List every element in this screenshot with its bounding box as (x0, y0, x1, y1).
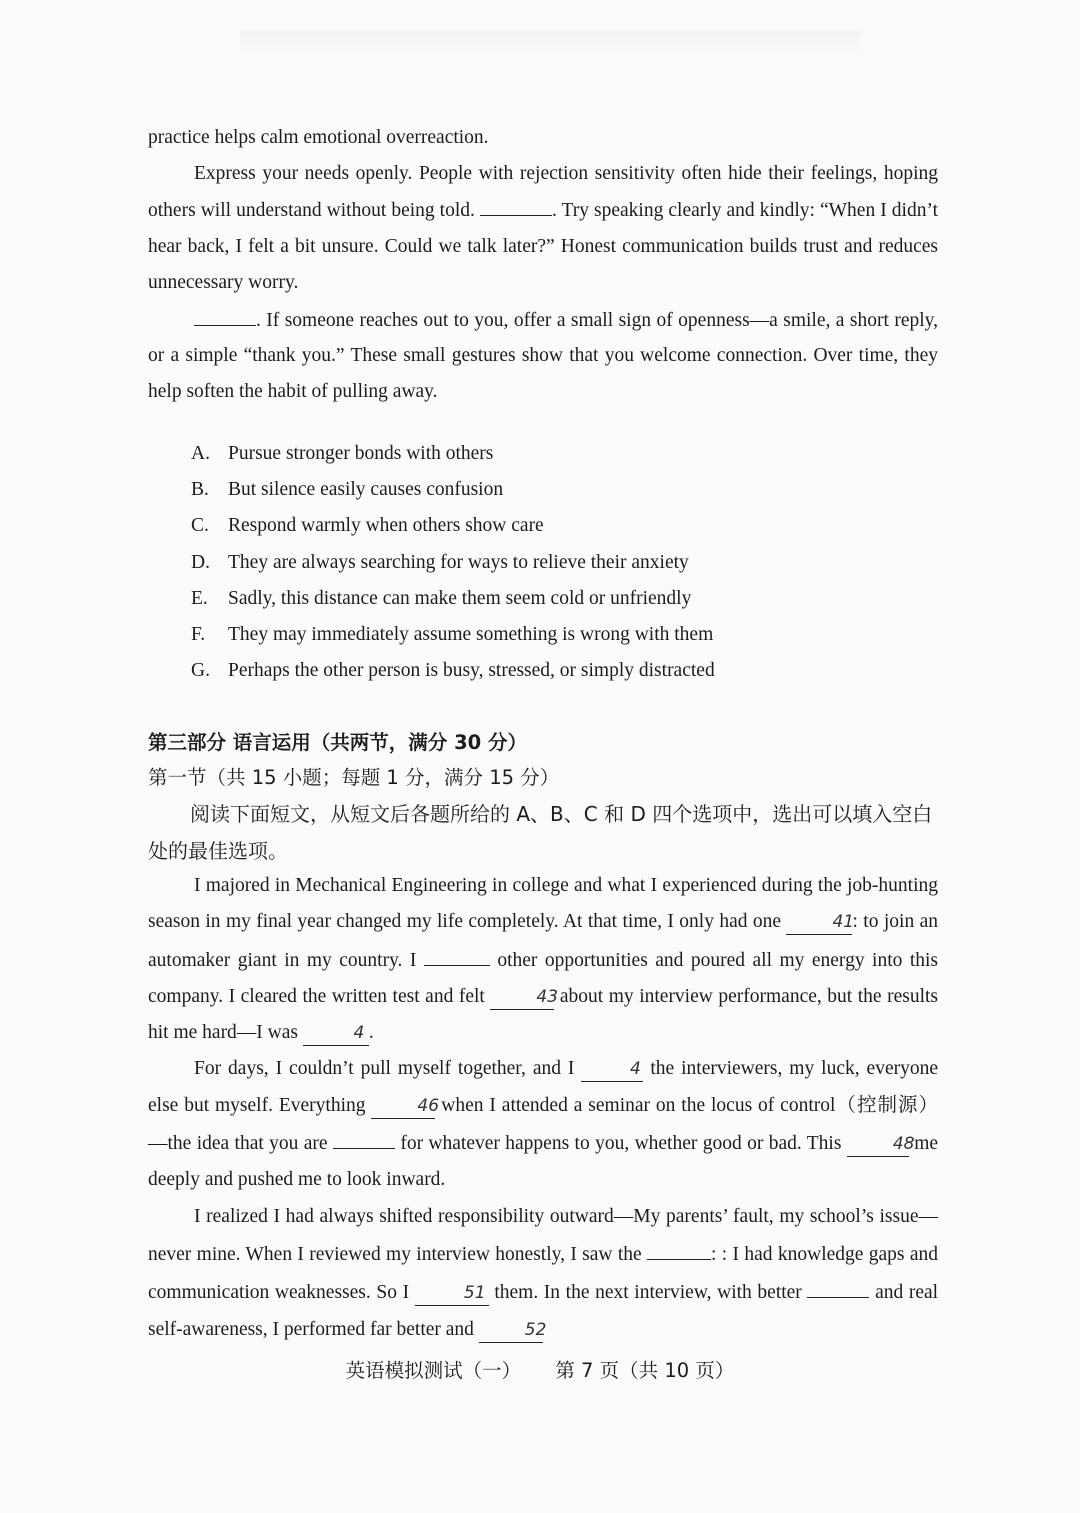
option-letter: C. (191, 515, 209, 537)
option-letter: E. (191, 587, 208, 609)
answer-blank[interactable]: 46 (371, 1094, 435, 1119)
footer-page-number: 第 7 页（共 10 页） (555, 1359, 735, 1382)
cloze-text: : I had knowledge gaps and communication weaknesses. So I (148, 1243, 939, 1304)
footer-title: 英语模拟测试（一） (345, 1359, 522, 1382)
answer-blank[interactable] (333, 1124, 395, 1149)
cloze-text: for whatever happens to you, whether good or bad. This (400, 1133, 842, 1155)
option-text: They are always searching for ways to relieve their anxiety (228, 551, 689, 573)
paragraph-2 (148, 301, 938, 410)
option-letter: G. (191, 660, 210, 682)
cloze-text: the interviewers, my luck, everyone else but myself. Everything (148, 1058, 939, 1116)
option-b[interactable] (191, 472, 911, 508)
option-text: Perhaps the other person is busy, stressed, or simply distracted (228, 660, 715, 682)
answer-blank[interactable] (647, 1235, 711, 1260)
cloze-text: For days, I couldn’t pull myself together, and I (194, 1058, 575, 1080)
cloze-text: and real self-awareness, I performed far better and (148, 1282, 939, 1340)
answer-blank[interactable]: 41 (786, 910, 852, 935)
answer-blank[interactable] (807, 1273, 869, 1298)
cloze-paragraph-3: I realized I had always shifted responsibility outward—My parents’ fault, my school’s issue—never mine. When I reviewed my interview honestly, I saw the : : I had knowledge gaps and communication weaknesses. So I 51 them. In the next interview, with better and real self-awareness, I performed far better and 52 (148, 1199, 938, 1348)
option-f[interactable] (191, 617, 911, 653)
section-title: 第三部分 语言运用（共两节，满分 30 分） (148, 731, 528, 754)
options-list (191, 436, 911, 689)
option-letter: D. (191, 551, 210, 573)
cloze-passage (148, 868, 938, 1348)
answer-blank[interactable] (480, 191, 552, 216)
cloze-paragraph-1: I majored in Mechanical Engineering in college and what I experienced during the job-hunting season in my final year changed my life completely. At that time, I only had one 41: to join an automaker giant in my country. I other opportunities and poured all my energy into this company. I cleared the written test and felt 43 about my interview performance, but the results hit me hard—I was 4 . (148, 868, 938, 1051)
paragraph-0: practice helps calm emotional overreaction. (148, 127, 489, 148)
passage-seven-choose-five (148, 120, 938, 410)
answer-blank[interactable]: 43 (490, 985, 554, 1010)
cloze-text: me deeply and pushed me to look inward. (148, 1133, 939, 1191)
option-text: But silence easily causes confusion (228, 479, 504, 501)
answer-blank[interactable] (194, 301, 256, 326)
answer-blank[interactable]: 52 (479, 1318, 543, 1343)
cloze-text: : to join an automaker giant in my country. I (148, 911, 938, 971)
option-text: They may immediately assume something is wrong with them (228, 623, 714, 645)
option-text: Respond warmly when others show care (228, 515, 544, 537)
option-letter: B. (191, 479, 209, 501)
option-e[interactable] (191, 581, 911, 617)
option-g[interactable] (191, 653, 911, 689)
option-a[interactable] (191, 436, 911, 472)
answer-blank[interactable]: 48 (847, 1132, 909, 1157)
subsection-title: 第一节（共 15 小题；每题 1 分，满分 15 分） (148, 766, 560, 789)
option-letter: F. (191, 623, 206, 645)
option-letter: A. (191, 443, 210, 464)
instruction: 阅读下面短文，从短文后各题所给的 A、B、C 和 D 四个选项中，选出可以填入空白处的最佳选项。 (148, 802, 933, 863)
option-text: Sadly, this distance can make them seem cold or unfriendly (228, 587, 692, 609)
cloze-text: when I attended a seminar on the locus of control（控制源）—the idea that you are (148, 1094, 938, 1155)
cloze-text: them. In the next interview, with better (494, 1282, 802, 1304)
page-footer (0, 1356, 1080, 1386)
answer-blank[interactable]: 51 (415, 1281, 489, 1306)
answer-blank[interactable] (424, 941, 490, 966)
cloze-text: other opportunities and poured all my energy into this company. I cleared the written test and felt (148, 949, 939, 1007)
cloze-paragraph-2 (148, 1051, 938, 1198)
cloze-text: I majored in Mechanical Engineering in college and what I experienced during the job-hunting season in my final year changed my life completely. At that time, I only had one (148, 875, 938, 933)
option-c[interactable] (191, 508, 911, 544)
answer-blank[interactable]: 4 (303, 1021, 369, 1046)
paragraph-1-text-a: Express your needs openly. People with rejection sensitivity often hide their feelings, hoping others will understand without being told. (148, 162, 938, 222)
answer-blank[interactable]: 4 (581, 1057, 643, 1082)
paragraph-2-text: . If someone reaches out to you, offer a small sign of openness—a smile, a short reply, or a simple “thank you.” These small gestures show that you welcome connection. Over time, they help soften the habit of pulling away. (148, 309, 938, 402)
option-text: Pursue stronger bonds with others (228, 443, 494, 464)
cloze-text: about my interview performance, but the results hit me hard—I was (148, 985, 939, 1044)
option-d[interactable] (191, 545, 911, 581)
paragraph-1-text-b: . Try speaking clearly and kindly: “When I didn’t hear back, I felt a bit unsure. Could we talk later?” Honest communication builds trust and reduces unnecessary worry. (148, 200, 939, 293)
cloze-text: I realized I had always shifted responsibility outward—My parents’ fault, my school’s issue—never mine. When I reviewed my interview honestly, I saw the (148, 1205, 938, 1265)
scan-shadow (240, 30, 860, 56)
paragraph-1 (148, 156, 938, 301)
